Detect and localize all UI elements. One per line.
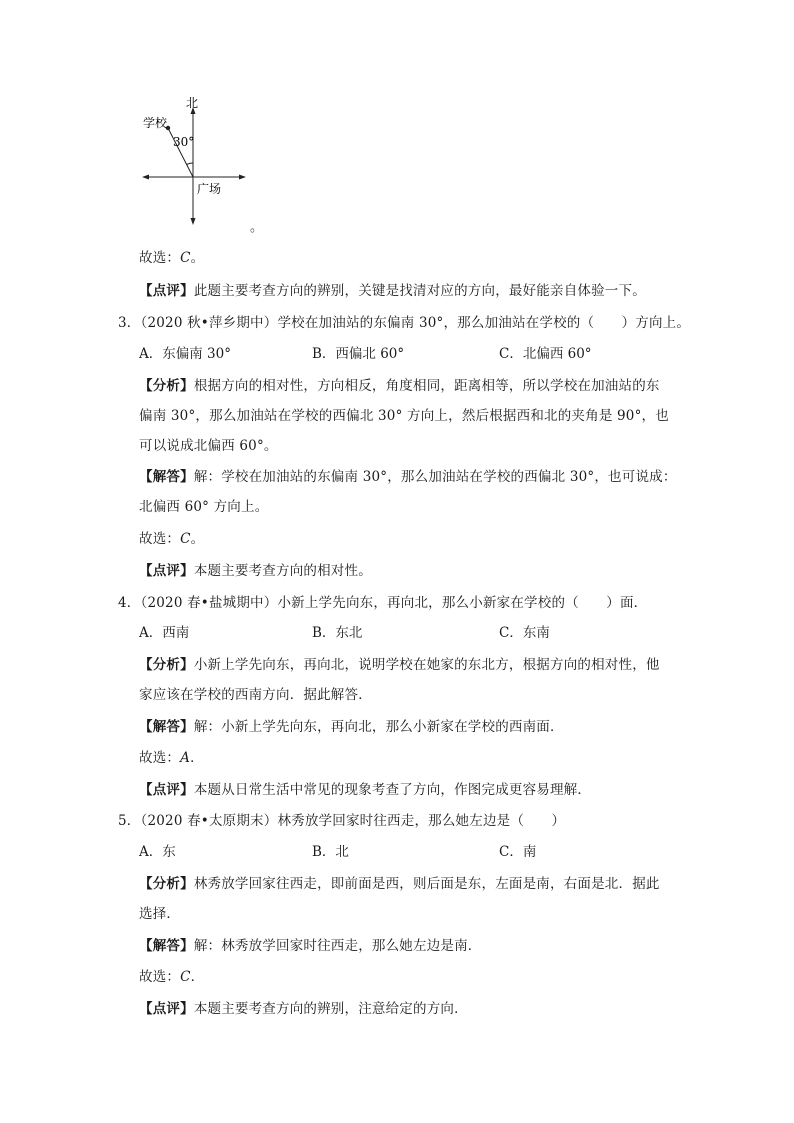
q5-option-c: C．南: [499, 844, 537, 860]
comment-text: 本题主要考查方向的相对性。: [193, 563, 372, 579]
direction-diagram: [138, 96, 268, 233]
q5-answer-line-1: [139, 937, 482, 955]
q5-option-b: B．北: [312, 844, 349, 860]
question-stem: （2020 春•盐城期中）小新上学先向东，再向北，那么小新家在学校的（ ）面．: [140, 595, 648, 611]
south-arrow-icon: [191, 218, 196, 225]
angle-arc: [187, 163, 193, 165]
q4-comment-line: [139, 781, 591, 799]
choose-end: ．: [190, 969, 205, 985]
q5-analysis-line-2: 选择．: [139, 906, 181, 922]
q3-comment-line: [139, 562, 372, 580]
comment-tag: 【点评】: [139, 1001, 194, 1017]
square-label: 广场: [197, 182, 222, 196]
question-number: 4．: [118, 595, 141, 611]
choose-label: 故选：: [139, 531, 181, 547]
q4-option-b: B．东北: [312, 625, 363, 641]
choose-label: 故选：: [139, 250, 181, 266]
comment-tag: 【点评】: [139, 283, 194, 299]
choose-value: C: [180, 250, 191, 266]
q3-answer-line-1: [139, 468, 677, 486]
comment-tag: 【点评】: [139, 782, 194, 798]
choose-value: C: [180, 969, 191, 985]
comment-text: 本题主要考查方向的辨别，注意给定的方向．: [193, 1001, 468, 1017]
comment-text: 本题从日常生活中常见的现象考查了方向，作图完成更容易理解．: [193, 782, 592, 798]
analysis-tag: 【分析】: [139, 378, 194, 394]
analysis-tag: 【分析】: [139, 657, 194, 673]
q3-answer-line-2: 北偏西 60° 方向上。: [139, 499, 269, 515]
q3-choose-line: [139, 530, 204, 548]
answer-tag: 【解答】: [139, 938, 194, 954]
q4-answer-line-1: [139, 718, 564, 736]
question-stem: （2020 春•太原期末）林秀放学回家时往西走，那么她左边是（ ）: [140, 813, 566, 829]
q4-stem-line: [118, 594, 647, 612]
question-number: 3．: [118, 315, 141, 331]
angle-label: 30°: [173, 135, 195, 149]
choose-end: ．: [190, 750, 204, 766]
q4-choose-line: [139, 749, 204, 767]
comment-tag: 【点评】: [139, 563, 194, 579]
choose-value: C: [180, 531, 191, 547]
analysis-text: 根据方向的相对性，方向相反，角度相同，距离相等，所以学校在加油站的东: [193, 378, 660, 394]
q5-analysis-line-1: [139, 875, 660, 893]
answer-text: 解：小新上学先向东，再向北，那么小新家在学校的西南面．: [193, 719, 564, 735]
q3-option-c: C．北偏西 60°: [499, 346, 592, 362]
choose-label: 故选：: [139, 750, 181, 766]
question-stem: （2020 秋•萍乡期中）学校在加油站的东偏南 30°，那么加油站在学校的（ ）方向上。: [140, 315, 691, 331]
comment-text: 此题主要考查方向的辨别，关键是找清对应的方向，最好能亲自体验一下。: [193, 283, 646, 299]
answer-text: 解：林秀放学回家时往西走，那么她左边是南．: [193, 938, 482, 954]
q3-option-a: A．东偏南 30°: [139, 346, 231, 362]
choose-label: 故选：: [139, 969, 181, 985]
q5-choose-line: [139, 968, 204, 986]
q2-choose-line: [139, 249, 204, 267]
analysis-text: 林秀放学回家往西走，即前面是西，则后面是东，左面是南，右面是北．据此: [193, 876, 660, 892]
diagram-trailing-period: 。: [250, 220, 264, 235]
choose-end: 。: [190, 250, 205, 266]
analysis-text: 小新上学先向东，再向北，说明学校在她家的东北方，根据方向的相对性，他: [193, 657, 660, 673]
q2-comment-line: [139, 282, 646, 300]
west-arrow-icon: [142, 175, 149, 180]
choose-end: 。: [190, 531, 205, 547]
question-number: 5．: [118, 813, 141, 829]
school-label: 学校: [143, 116, 168, 130]
q3-option-b: B．西偏北 60°: [312, 346, 405, 362]
direction-diagram-svg: [138, 96, 268, 233]
q3-analysis-line-1: [139, 377, 660, 395]
q4-option-c: C．东南: [499, 625, 550, 641]
q4-analysis-line-2: 家应该在学校的西南方向．据此解答．: [139, 687, 372, 703]
q3-analysis-line-2: 偏南 30°，那么加油站在学校的西偏北 30° 方向上，然后根据西和北的夹角是 90°，也: [139, 408, 669, 424]
analysis-tag: 【分析】: [139, 876, 194, 892]
q3-stem-line: [118, 314, 690, 332]
east-arrow-icon: [239, 175, 246, 180]
answer-tag: 【解答】: [139, 469, 194, 485]
q3-analysis-line-3: 可以说成北偏西 60°。: [139, 438, 278, 454]
q5-comment-line: [139, 1000, 468, 1018]
answer-tag: 【解答】: [139, 719, 194, 735]
north-label: 北: [186, 96, 199, 110]
q5-stem-line: [118, 812, 565, 830]
q5-option-a: A．东: [139, 844, 176, 860]
choose-value: A: [180, 750, 191, 766]
answer-text: 解：学校在加油站的东偏南 30°，那么加油站在学校的西偏北 30°，也可说成：: [193, 469, 677, 485]
q4-option-a: A．西南: [139, 625, 190, 641]
q4-analysis-line-1: [139, 656, 660, 674]
